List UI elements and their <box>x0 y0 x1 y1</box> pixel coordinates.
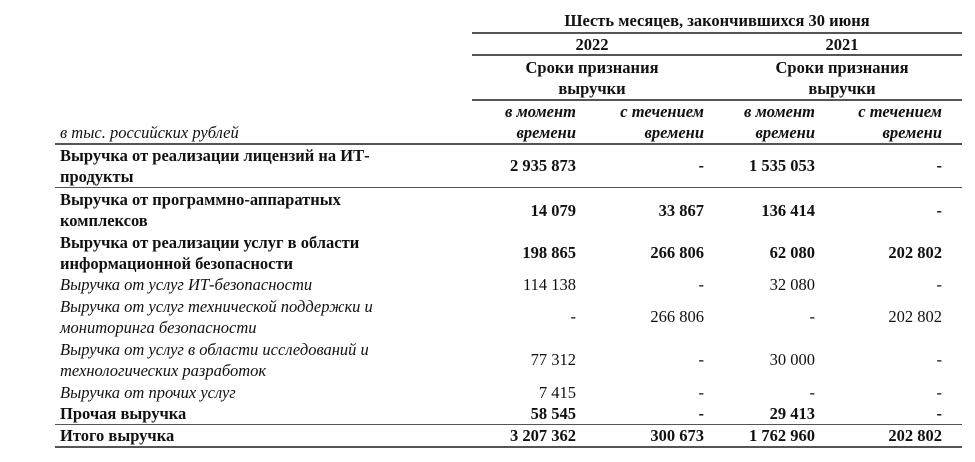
row-label: Выручка от услуг в области исследований и <box>60 340 369 359</box>
cell: 266 806 <box>650 243 704 262</box>
row-label-cont: комплексов <box>60 211 148 230</box>
divider <box>472 54 962 56</box>
recognition-label-2021-line2: выручки <box>808 79 876 98</box>
cell: 202 802 <box>888 243 942 262</box>
cell: - <box>698 383 704 402</box>
cell: - <box>698 275 704 294</box>
col-point-2021: в момент <box>743 102 815 121</box>
row-label: Прочая выручка <box>60 404 187 423</box>
cell: - <box>698 350 704 369</box>
cell: 77 312 <box>530 350 576 369</box>
row-label: Выручка от реализации услуг в области <box>60 233 360 252</box>
cell: - <box>936 201 942 220</box>
recognition-label-2022-line2: выручки <box>558 79 626 98</box>
cell: 32 080 <box>769 275 815 294</box>
year-2021: 2021 <box>825 35 859 54</box>
cell: - <box>570 307 576 326</box>
cell: 29 413 <box>769 404 815 423</box>
cell: 114 138 <box>522 275 576 294</box>
cell: 202 802 <box>888 426 942 445</box>
cell: - <box>936 156 942 175</box>
cell: 62 080 <box>769 243 815 262</box>
cell: - <box>936 383 942 402</box>
row-label: Выручка от прочих услуг <box>60 383 236 402</box>
col-point-2022-line2: времени <box>516 123 576 142</box>
col-point-2021-line2: времени <box>755 123 815 142</box>
row-label: Выручка от программно-аппаратных <box>60 190 341 209</box>
cell: - <box>698 404 704 423</box>
cell: 1 762 960 <box>749 426 815 445</box>
cell: 202 802 <box>888 307 942 326</box>
cell: 58 545 <box>530 404 576 423</box>
row-label: Итого выручка <box>60 426 175 445</box>
cell: - <box>809 307 815 326</box>
year-2022: 2022 <box>575 35 609 54</box>
cell: 300 673 <box>650 426 704 445</box>
cell: 14 079 <box>530 201 576 220</box>
col-point-2022: в момент <box>504 102 576 121</box>
cell: 198 865 <box>522 243 576 262</box>
cell: 7 415 <box>538 383 576 402</box>
cell: - <box>936 350 942 369</box>
period-heading: Шесть месяцев, закончившихся 30 июня <box>564 11 870 30</box>
cell: - <box>936 404 942 423</box>
cell: - <box>809 383 815 402</box>
divider <box>55 446 962 448</box>
recognition-label-2021: Сроки признания <box>775 58 909 77</box>
cell: 33 867 <box>658 201 704 220</box>
cell: 3 207 362 <box>510 426 576 445</box>
row-label-cont: мониторинга безопасности <box>60 318 257 337</box>
row-label: Выручка от услуг ИТ-безопасности <box>60 275 313 294</box>
col-over-time-2022-line2: времени <box>644 123 704 142</box>
cell: 30 000 <box>769 350 815 369</box>
divider <box>55 187 962 188</box>
units-label: в тыс. российских рублей <box>60 123 239 142</box>
cell: - <box>936 275 942 294</box>
row-label-cont: технологических разработок <box>60 361 267 380</box>
row-label-cont: продукты <box>60 167 134 186</box>
row-label: Выручка от реализации лицензий на ИТ- <box>60 146 370 165</box>
recognition-label-2022: Сроки признания <box>525 58 659 77</box>
col-over-time-2021: с течением <box>858 102 942 121</box>
cell: - <box>698 156 704 175</box>
cell: 1 535 053 <box>749 156 815 175</box>
row-label: Выручка от услуг технической поддержки и <box>60 297 373 316</box>
cell: 266 806 <box>650 307 704 326</box>
col-over-time-2022: с течением <box>620 102 704 121</box>
col-over-time-2021-line2: времени <box>882 123 942 142</box>
cell: 2 935 873 <box>510 156 576 175</box>
row-label-cont: информационной безопасности <box>60 254 294 273</box>
cell: 136 414 <box>761 201 815 220</box>
